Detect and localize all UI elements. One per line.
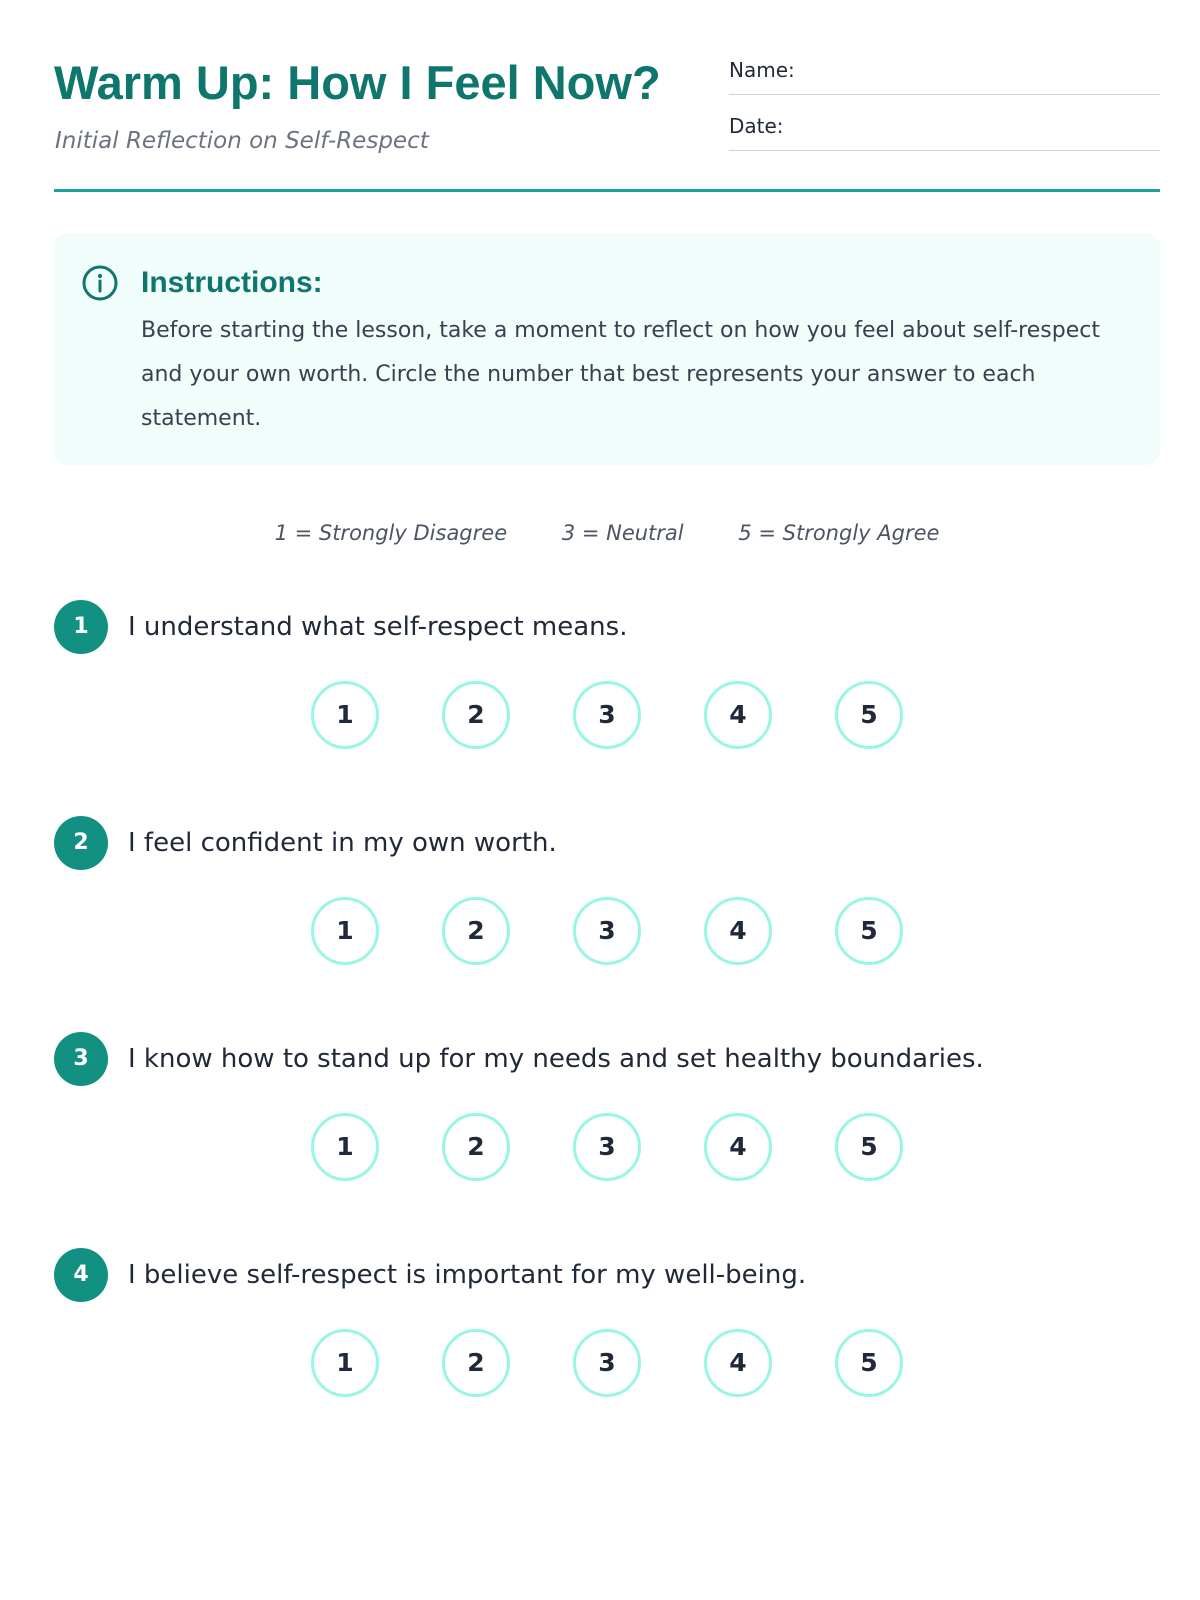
date-label: Date:	[729, 114, 784, 138]
page-title: Warm Up: How I Feel Now?	[54, 56, 661, 109]
rating-option-2[interactable]: 2	[442, 681, 510, 749]
question-number-badge: 1	[54, 600, 108, 654]
question-1	[54, 600, 1160, 780]
rating-option-5[interactable]: 5	[835, 897, 903, 965]
rating-option-5[interactable]: 5	[835, 681, 903, 749]
legend-high: 5 = Strongly Agree	[738, 521, 940, 545]
rating-option-2[interactable]: 2	[442, 897, 510, 965]
rating-options	[311, 681, 891, 751]
question-number-badge: 3	[54, 1032, 108, 1086]
worksheet-header	[54, 0, 1160, 192]
date-field[interactable]	[729, 111, 1160, 151]
info-icon	[81, 264, 119, 302]
rating-option-3[interactable]: 3	[573, 1113, 641, 1181]
rating-option-1[interactable]: 1	[311, 897, 379, 965]
name-field[interactable]	[729, 55, 1160, 95]
question-text: I feel confident in my own worth.	[128, 828, 557, 858]
legend-low: 1 = Strongly Disagree	[274, 521, 508, 545]
rating-option-4[interactable]: 4	[704, 1329, 772, 1397]
legend-mid: 3 = Neutral	[561, 521, 684, 545]
worksheet-page	[54, 0, 1160, 1600]
rating-option-4[interactable]: 4	[704, 1113, 772, 1181]
question-text: I understand what self-respect means.	[128, 612, 628, 642]
name-label: Name:	[729, 58, 795, 82]
rating-options	[311, 1329, 891, 1399]
instructions-heading: Instructions:	[141, 266, 323, 299]
rating-option-2[interactable]: 2	[442, 1329, 510, 1397]
rating-legend	[54, 518, 1160, 548]
question-number-badge: 4	[54, 1248, 108, 1302]
instructions-text: Before starting the lesson, take a moment to reflect on how you feel about self-respect and your own worth. Circle the number that best represents your answer to each statement.	[141, 318, 1100, 431]
rating-options	[311, 1113, 891, 1183]
rating-option-4[interactable]: 4	[704, 897, 772, 965]
question-4	[54, 1248, 1160, 1428]
question-text: I believe self-respect is important for my well-being.	[128, 1260, 807, 1290]
rating-option-1[interactable]: 1	[311, 681, 379, 749]
rating-option-1[interactable]: 1	[311, 1329, 379, 1397]
rating-option-5[interactable]: 5	[835, 1113, 903, 1181]
question-3	[54, 1032, 1160, 1212]
rating-option-3[interactable]: 3	[573, 1329, 641, 1397]
rating-options	[311, 897, 891, 967]
rating-option-1[interactable]: 1	[311, 1113, 379, 1181]
instructions-panel	[54, 233, 1160, 465]
question-text: I know how to stand up for my needs and set healthy boundaries.	[128, 1044, 984, 1074]
page-subtitle: Initial Reflection on Self-Respect	[55, 128, 429, 154]
rating-option-3[interactable]: 3	[573, 897, 641, 965]
rating-option-4[interactable]: 4	[704, 681, 772, 749]
rating-option-3[interactable]: 3	[573, 681, 641, 749]
question-number-badge: 2	[54, 816, 108, 870]
question-2	[54, 816, 1160, 996]
rating-option-5[interactable]: 5	[835, 1329, 903, 1397]
rating-option-2[interactable]: 2	[442, 1113, 510, 1181]
